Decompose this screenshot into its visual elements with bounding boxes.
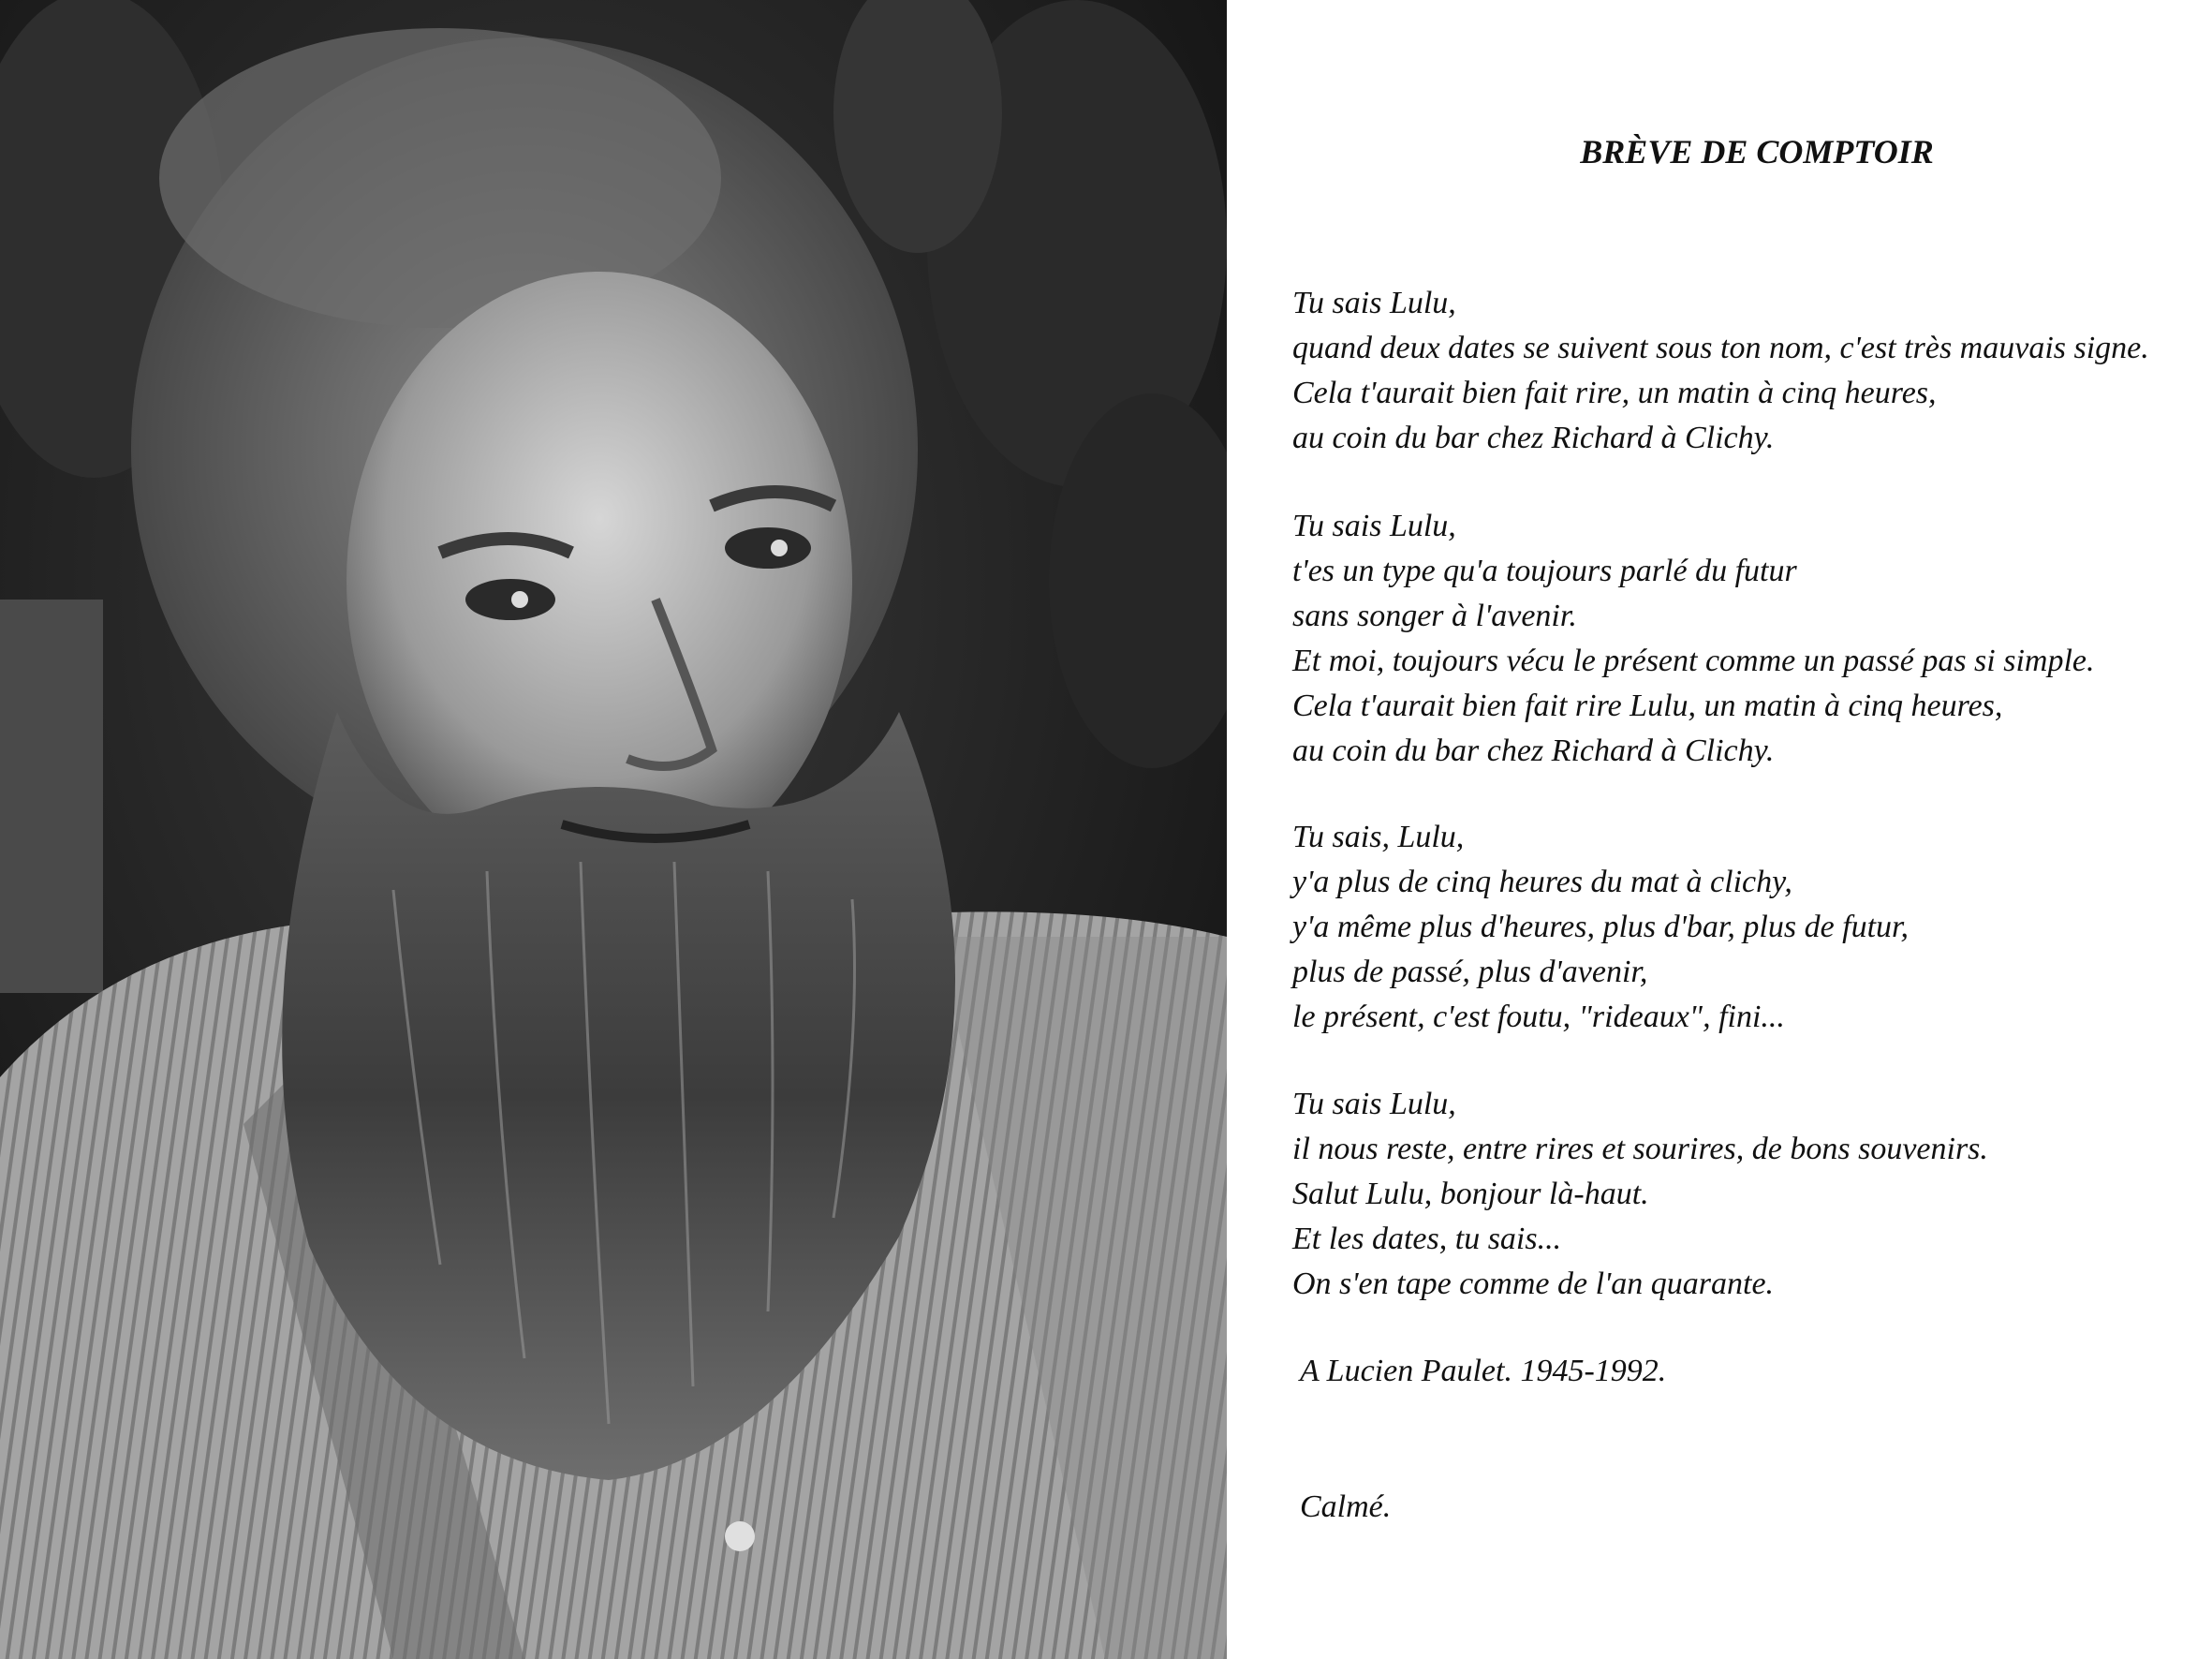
dedication: A Lucien Paulet. 1945-1992. — [1300, 1354, 1667, 1388]
poem-line: Salut Lulu, bonjour là-haut. — [1292, 1177, 1649, 1211]
poem-line: il nous reste, entre rires et sourires, de bons souvenirs. — [1292, 1132, 1988, 1166]
stanza-1 — [1292, 281, 2149, 461]
poem-line: au coin du bar chez Richard à Clichy. — [1292, 421, 1775, 455]
signature: Calmé. — [1300, 1489, 1392, 1524]
poem-page — [1227, 0, 2212, 1659]
poem-line: Cela t'aurait bien fait rire, un matin à cinq heures, — [1292, 376, 1937, 410]
stanza-4 — [1292, 1082, 1988, 1307]
poem-line: Et moi, toujours vécu le présent comme un passé pas si simple. — [1292, 644, 2095, 678]
poem-line: On s'en tape comme de l'an quarante. — [1292, 1266, 1775, 1301]
stanza-2 — [1292, 504, 2095, 774]
poem-line: le présent, c'est foutu, "rideaux", fini... — [1292, 1000, 1785, 1034]
poem-line: t'es un type qu'a toujours parlé du futur — [1292, 554, 1797, 588]
poem-line: plus de passé, plus d'avenir, — [1292, 955, 1648, 989]
poem-line: Tu sais, Lulu, — [1292, 820, 1465, 854]
poem-line: Et les dates, tu sais... — [1292, 1222, 1562, 1256]
poem-line: sans songer à l'avenir. — [1292, 599, 1577, 633]
poem-line: Tu sais Lulu, — [1292, 509, 1456, 543]
poem-line: Cela t'aurait bien fait rire Lulu, un matin à cinq heures, — [1292, 689, 2003, 723]
stanza-3 — [1292, 815, 1909, 1040]
poem-line: Tu sais Lulu, — [1292, 1087, 1456, 1121]
poem-line: Tu sais Lulu, — [1292, 286, 1456, 320]
poem-line: quand deux dates se suivent sous ton nom, c'est très mauvais signe. — [1292, 331, 2149, 365]
poem-title: BRÈVE DE COMPTOIR — [1580, 133, 1934, 170]
poem-line: au coin du bar chez Richard à Clichy. — [1292, 733, 1775, 768]
poem-line: y'a même plus d'heures, plus d'bar, plus de futur, — [1292, 910, 1910, 944]
poem-line: y'a plus de cinq heures du mat à clichy, — [1292, 865, 1792, 899]
